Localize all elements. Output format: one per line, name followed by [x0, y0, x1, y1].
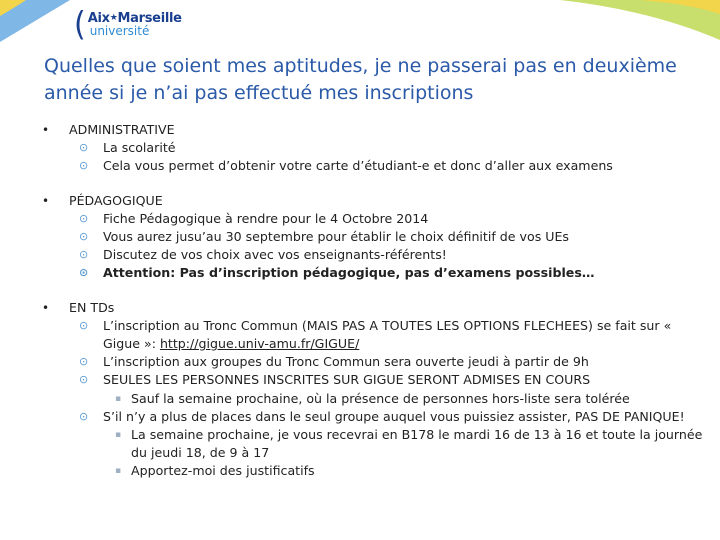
list-item: ⊙ L’inscription au Tronc Commun (MAIS PAS A TOUTES LES OPTIONS FLECHEES) se fait sur « Gigue »: http://gigue.univ-amu.fr/GIGUE/ — [79, 317, 672, 352]
circle-bullet-icon: ⊙ — [79, 248, 89, 262]
logo-brand-main: Aix★Marseille — [87, 11, 182, 26]
circle-bullet-icon: ⊙ — [79, 230, 89, 244]
circle-bullet-icon: ⊙ — [79, 266, 89, 280]
list-item: ⊙ Discutez de vos choix avec vos enseignants-référents! — [69, 246, 710, 264]
bullet-icon: • — [42, 123, 50, 137]
list-item: ⊙ L’inscription aux groupes du Tronc Commun sera ouverte jeudi à partir de 9h — [69, 353, 710, 371]
list-item: ⊙ SEULES LES PERSONNES INSCRITES SUR GIGUE SERONT ADMISES EN COURS — [69, 371, 710, 389]
list-item: ⊙ Vous aurez jusu’au 30 septembre pour établir le choix définitif de vos UEs — [69, 228, 710, 246]
circle-bullet-icon: ⊙ — [79, 318, 89, 332]
section-pedagogique — [42, 192, 710, 283]
sub-list-item: ▪ Apportez-moi des justificatifs — [69, 462, 710, 480]
square-bullet-icon: ▪ — [115, 466, 122, 477]
gigue-link[interactable]: http://gigue.univ-amu.fr/GIGUE/ — [159, 336, 360, 352]
circle-bullet-icon: ⊙ — [79, 211, 89, 225]
list-item: ⊙ La scolarité — [69, 139, 710, 157]
section-heading: EN TDs — [69, 299, 115, 315]
section-administrative — [42, 121, 710, 176]
list-item-warning: ⊙ Attention: Pas d’inscription pédagogique, pas d’examens possibles… — [69, 264, 710, 282]
circle-bullet-icon: ⊙ — [79, 141, 89, 155]
bullet-icon: • — [42, 193, 50, 208]
list-item: ⊙ S’il n’y a plus de places dans le seul groupe auquel vous puissiez assister, PAS DE PANIQUE! — [69, 408, 710, 426]
square-bullet-icon: ▪ — [115, 430, 122, 441]
section-heading: ADMINISTRATIVE — [69, 122, 175, 137]
list-item: ⊙ Fiche Pédagogique à rendre pour le 4 Octobre 2014 — [69, 210, 710, 228]
circle-bullet-icon: ⊙ — [79, 159, 89, 173]
bullet-icon: • — [42, 300, 50, 315]
square-bullet-icon: ▪ — [115, 393, 122, 404]
logo-parenthesis: ( — [74, 5, 86, 44]
logo-star-icon: ★ — [109, 13, 118, 23]
logo-brand-sub: université — [89, 24, 150, 38]
sub-list-item: ▪ La semaine prochaine, je vous recevrai en B178 le mardi 16 de 13 à 16 et toute la journée du jeudi 18, de 9 à 17 — [115, 427, 703, 461]
university-logo — [74, 5, 182, 44]
sub-list-item: ▪ Sauf la semaine prochaine, où la présence de personnes hors-liste sera tolérée — [69, 390, 710, 408]
page-title: Quelles que soient mes aptitudes, je ne passerai pas en deuxième année si je n’ai pas effectué mes inscriptions — [44, 55, 677, 104]
circle-bullet-icon: ⊙ — [79, 373, 89, 387]
circle-bullet-icon: ⊙ — [79, 409, 89, 423]
slide-content — [42, 121, 710, 481]
list-item: ⊙ Cela vous permet d’obtenir votre carte d’étudiant-e et donc d’aller aux examens — [69, 157, 710, 175]
section-heading: PÉDAGOGIQUE — [69, 192, 163, 208]
section-tds — [42, 299, 710, 481]
circle-bullet-icon: ⊙ — [79, 355, 89, 369]
